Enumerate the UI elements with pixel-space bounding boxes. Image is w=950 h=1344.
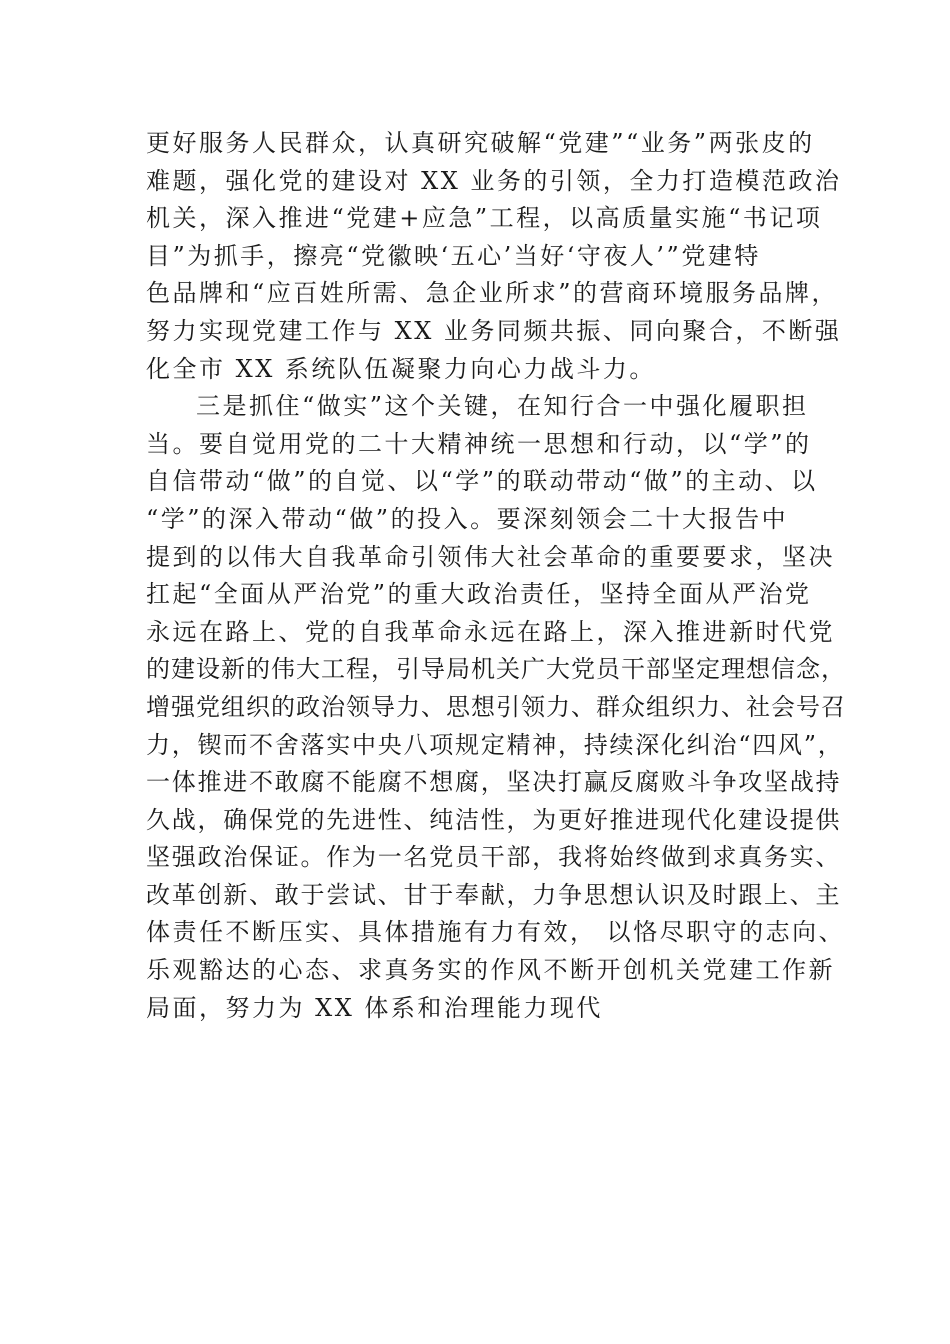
- text-line: 当。要自觉用党的二十大精神统一思想和行动，以“学”的: [146, 429, 812, 458]
- text-line: 提到的以伟大自我革命引领伟大社会革命的重要要求，坚决: [146, 542, 835, 571]
- text-line: 一体推进不敢腐不能腐不想腐，坚决打赢反腐败斗争攻坚战持: [146, 768, 842, 797]
- text-line: 坚强政治保证。作为一名党员干部，我将始终做到求真务实、: [146, 843, 842, 872]
- text-line: 努力实现党建工作与 XX 业务同频共振、同向聚合，不断强: [146, 316, 842, 345]
- text-line: 永远在路上、党的自我革命永远在路上，深入推进新时代党: [146, 617, 835, 646]
- document-body: [146, 125, 846, 1027]
- text-line: 增强党组织的政治领导力、思想引领力、群众组织力、社会号召: [146, 692, 846, 721]
- text-line: 的建设新的伟大工程，引导局机关广大党员干部坚定理想信念，: [146, 655, 846, 684]
- text-line: 力，锲而不舍落实中央八项规定精神，持续深化纠治“四风”，: [146, 730, 844, 759]
- text-line: 化全市 XX 系统队伍凝聚力向心力战斗力。: [146, 354, 656, 383]
- paragraph-start-line: 三是抓住“做实”这个关键，在知行合一中强化履职担: [196, 392, 809, 421]
- text-line: 乐观豁达的心态、求真务实的作风不断开创机关党建工作新: [146, 956, 835, 985]
- text-line: 更好服务人民群众，认真研究破解“党建”“业务”两张皮的: [146, 129, 815, 157]
- text-line: 体责任不断压实、具体措施有力有效， 以恪尽职守的志向、: [146, 918, 846, 947]
- text-line: 目”为抓手，擦亮“党徽映‘五心’当好‘守夜人’”党建特: [146, 241, 761, 270]
- text-line: 机关，深入推进“党建+应急”工程，以高质量实施“书记项: [146, 204, 823, 233]
- text-line: 局面，努力为 XX 体系和治理能力现代: [146, 993, 603, 1022]
- text-line: 色品牌和“应百姓所需、急企业所求”的营商环境服务品牌，: [146, 279, 839, 308]
- text-line: 改革创新、敢于尝试、甘于奉献，力争思想认识及时跟上、主: [146, 880, 842, 909]
- text-line: 自信带动“做”的自觉、以“学”的联动带动“做”的主动、以: [146, 467, 818, 496]
- text-line: 难题，强化党的建设对 XX 业务的引领，全力打造模范政治: [146, 166, 842, 195]
- text-line: “学”的深入带动“做”的投入。要深刻领会二十大报告中: [146, 504, 789, 533]
- text-line: 久战，确保党的先进性、纯洁性，为更好推进现代化建设提供: [146, 805, 842, 834]
- text-line: 扛起“全面从严治党”的重大政治责任，坚持全面从严治党: [146, 580, 812, 609]
